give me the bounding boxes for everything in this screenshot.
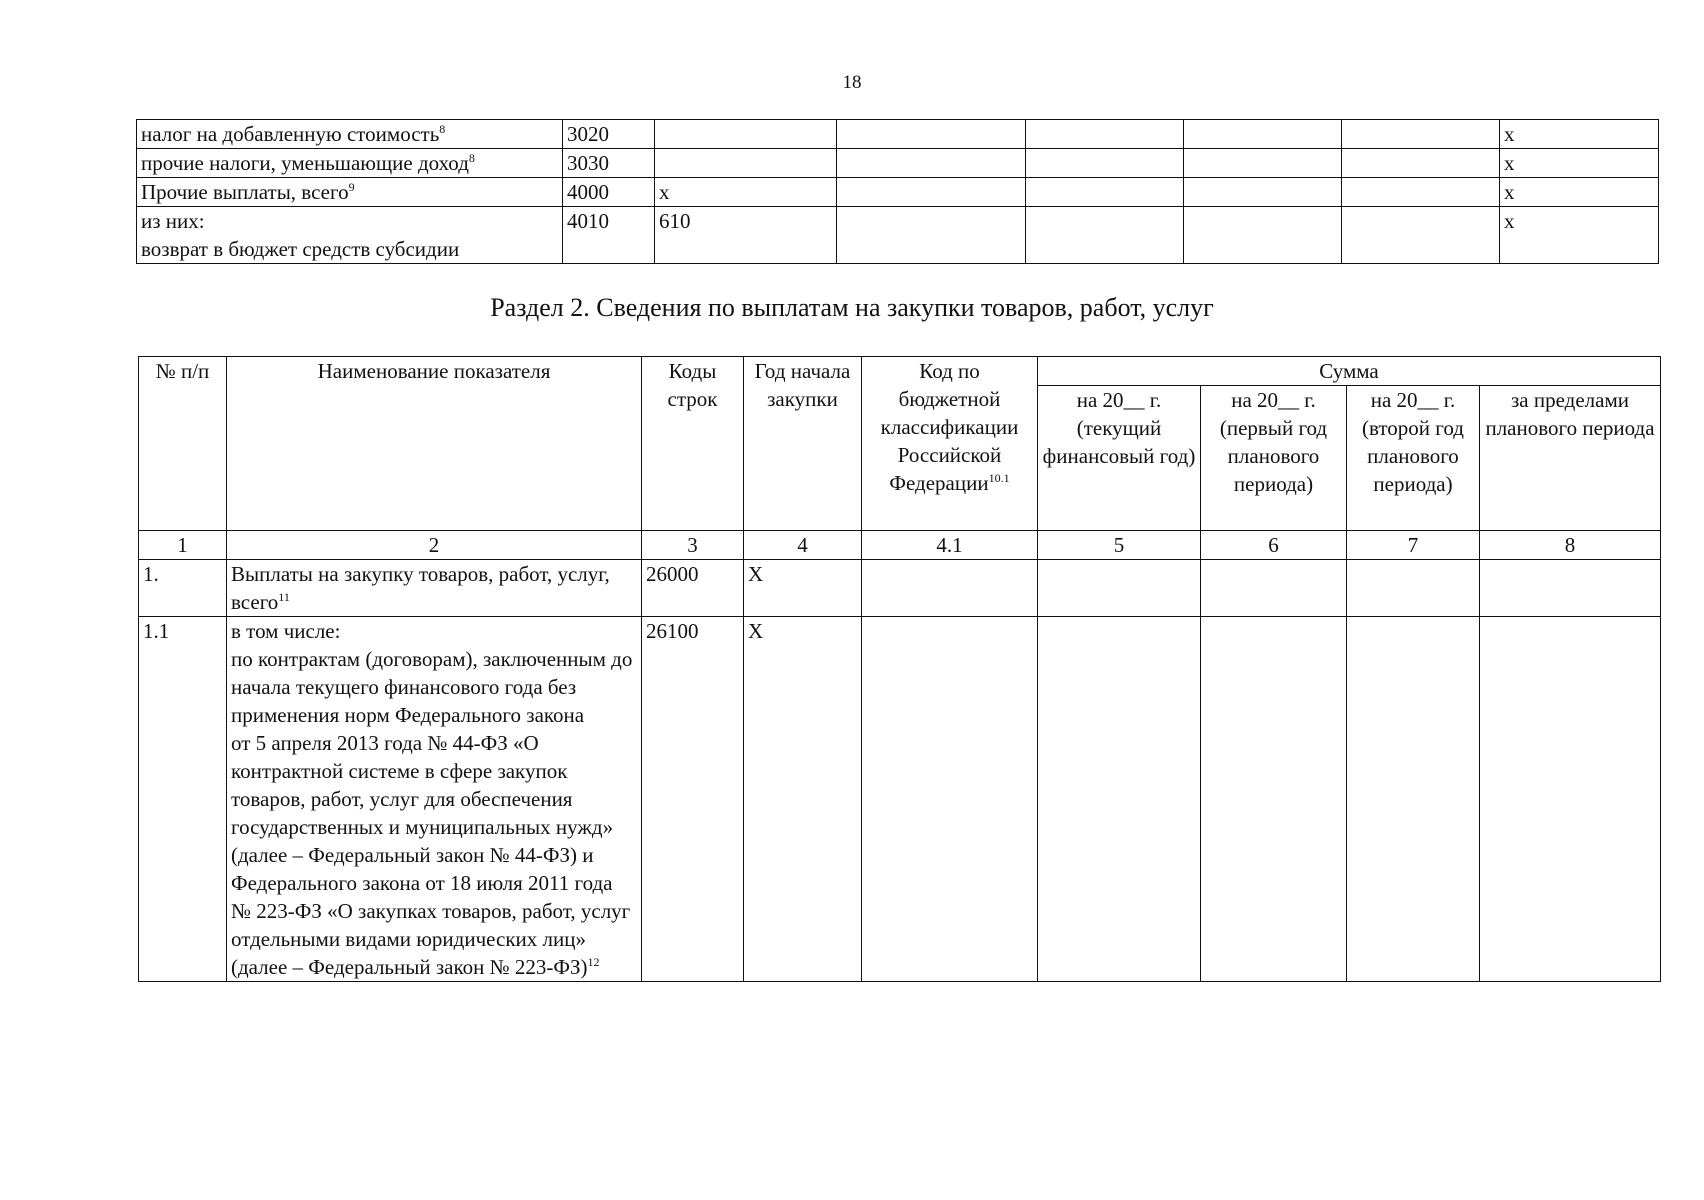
row-num: 1. <box>139 560 227 617</box>
table-row <box>137 149 1659 178</box>
payments-table-continuation <box>136 119 1659 264</box>
cell <box>1026 149 1184 178</box>
header-num: № п/п <box>139 357 227 531</box>
header-sum-col: на 20__ г. (второй год планового периода) <box>1347 386 1480 531</box>
cell <box>1480 617 1661 982</box>
cell: х <box>1500 149 1659 178</box>
header-name: Наименование показателя <box>227 357 642 531</box>
row-num: 1.1 <box>139 617 227 982</box>
cell <box>862 560 1038 617</box>
cell <box>1026 207 1184 264</box>
col-number: 3 <box>642 531 744 560</box>
col-number: 4 <box>744 531 862 560</box>
col-number: 6 <box>1201 531 1347 560</box>
cell <box>837 178 1026 207</box>
row-name <box>137 207 563 264</box>
col-number: 1 <box>139 531 227 560</box>
header-year: Год начала закупки <box>744 357 862 531</box>
row-code: 4010 <box>563 207 655 264</box>
cell <box>1038 560 1201 617</box>
cell <box>862 617 1038 982</box>
cell <box>1201 617 1347 982</box>
cell <box>1347 560 1480 617</box>
row-name: Прочие выплаты, всего$^9$ <box>137 178 563 207</box>
header-kbk: Код по бюджетной классификации Российской Федерации$^{10.1}$ <box>862 357 1038 531</box>
cell <box>1201 560 1347 617</box>
cell: х <box>1500 178 1659 207</box>
col-number: 2 <box>227 531 642 560</box>
table-row <box>139 560 1661 617</box>
row-name: налог на добавленную стоимость$^8$ <box>137 120 563 149</box>
cell <box>1342 207 1500 264</box>
cell <box>1038 617 1201 982</box>
table-row <box>137 120 1659 149</box>
row-code: 4000 <box>563 178 655 207</box>
row-name: Выплаты на закупку товаров, работ, услуг, всего$^{11}$ <box>227 560 642 617</box>
row-year: Х <box>744 617 862 982</box>
page-number: 18 <box>842 72 862 93</box>
cell <box>1480 560 1661 617</box>
header-codes: Коды строк <box>642 357 744 531</box>
col-number: 8 <box>1480 531 1661 560</box>
purchases-table <box>138 356 1661 982</box>
cell <box>1026 120 1184 149</box>
section-title: Раздел 2. Сведения по выплатам на закупки товаров, работ, услуг <box>490 293 1214 322</box>
cell: х <box>655 178 837 207</box>
col-number: 5 <box>1038 531 1201 560</box>
row-code: 3020 <box>563 120 655 149</box>
cell <box>837 207 1026 264</box>
row-name-line: из них: <box>141 209 205 233</box>
cell <box>1342 120 1500 149</box>
row-name: в том числе: по контрактам (договорам), заключенным до начала текущего финансового года без применения норм Федерального закона от 5 апреля 2013 года № 44-ФЗ «О контрактной системе в сфере закупок товаров, работ, услуг для обеспечения государственных и муниципальных нужд» (далее – Федеральный закон № 44-ФЗ) и Федерального закона от 18 июля 2011 года № 223-ФЗ «О закупках товаров, работ, услуг отдельными видами юридических лиц» (далее – Федеральный закон № 223-ФЗ)$^{12}$ <box>227 617 642 982</box>
header-sum-col: на 20__ г. (первый год планового периода) <box>1201 386 1347 531</box>
cell <box>1184 149 1342 178</box>
table-row <box>137 178 1659 207</box>
cell <box>1184 120 1342 149</box>
row-code: 26100 <box>642 617 744 982</box>
cell <box>837 120 1026 149</box>
cell <box>837 149 1026 178</box>
cell <box>1026 178 1184 207</box>
header-sum: Сумма <box>1038 357 1661 386</box>
cell <box>1342 178 1500 207</box>
cell <box>655 149 837 178</box>
header-sum-col: на 20__ г. (текущий финансовый год) <box>1038 386 1201 531</box>
column-number-row <box>139 531 1661 560</box>
row-year: Х <box>744 560 862 617</box>
table-row <box>139 617 1661 982</box>
header-sum-col: за пределами планового периода <box>1480 386 1661 531</box>
row-code: 3030 <box>563 149 655 178</box>
cell <box>1347 617 1480 982</box>
col-number: 4.1 <box>862 531 1038 560</box>
cell <box>1342 149 1500 178</box>
cell <box>655 120 837 149</box>
cell: 610 <box>655 207 837 264</box>
cell: х <box>1500 120 1659 149</box>
cell: х <box>1500 207 1659 264</box>
col-number: 7 <box>1347 531 1480 560</box>
row-code: 26000 <box>642 560 744 617</box>
table-row <box>137 207 1659 264</box>
cell <box>1184 207 1342 264</box>
row-name: прочие налоги, уменьшающие доход$^8$ <box>137 149 563 178</box>
header-row <box>139 357 1661 386</box>
row-name-line: возврат в бюджет средств субсидии <box>141 237 460 261</box>
cell <box>1184 178 1342 207</box>
